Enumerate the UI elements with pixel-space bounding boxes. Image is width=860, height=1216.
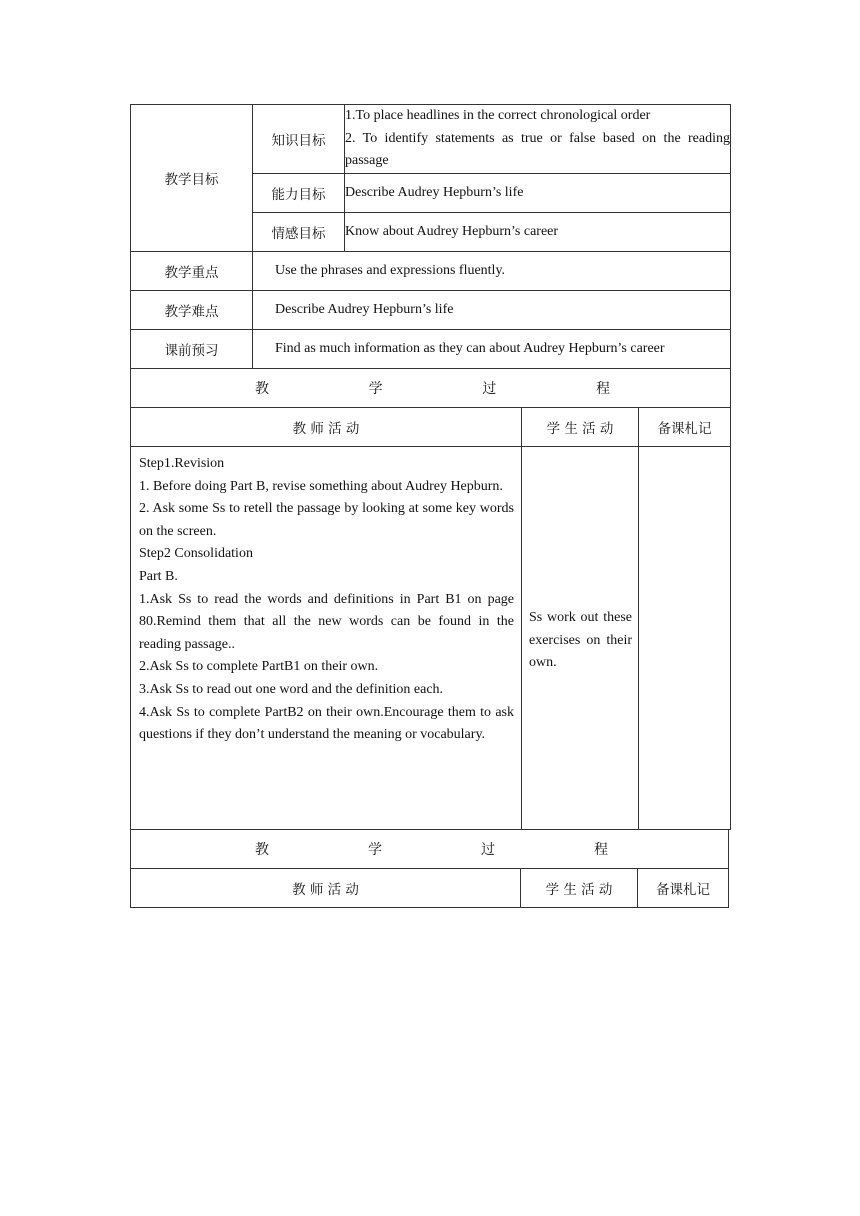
teacher-activity-header: 教 师 活 动 (131, 408, 522, 447)
preview-label: 课前预习 (131, 330, 253, 369)
emotion-objective-label: 情感目标 (253, 213, 345, 252)
student-activity-header-2: 学 生 活 动 (521, 869, 638, 908)
knowledge-objective-line-2: 2. To identify statements as true or false based on the reading passage (345, 130, 731, 169)
teacher-activity-header-2: 教 师 活 动 (131, 869, 521, 908)
key-points-label: 教学重点 (131, 252, 253, 291)
notes-header-2: 备课札记 (638, 869, 729, 908)
knowledge-objective-label: 知识目标 (253, 105, 345, 174)
teacher-step-line: 1. Before doing Part B, revise something about Audrey Hepburn. (139, 478, 503, 494)
difficulties-label: 教学难点 (131, 291, 253, 330)
teacher-step-line: 3.Ask Ss to read out one word and the definition each. (139, 681, 444, 697)
teacher-step-line: Step1.Revision (139, 456, 225, 471)
process-char-4: 程 (596, 381, 611, 397)
teacher-step-line: 2. Ask some Ss to retell the passage by looking at some key words on the screen. (139, 501, 514, 539)
objectives-label: 教学目标 (131, 105, 253, 252)
process-continuation-table (130, 829, 729, 908)
difficulties-text: Describe Audrey Hepburn’s life (253, 291, 731, 330)
process-header-2 (131, 830, 729, 869)
student-activity-text: Ss work out these exercises on their own. (529, 610, 632, 671)
student-activity-header: 学 生 活 动 (522, 408, 639, 447)
teacher-step-line: Part B. (139, 568, 178, 584)
emotion-objective-text: Know about Audrey Hepburn’s career (345, 213, 731, 252)
process-char-1: 教 (255, 842, 269, 858)
teacher-step-line: 4.Ask Ss to complete PartB2 on their own.Encourage them to ask questions if they don’t understand the meaning or vocabulary. (139, 704, 514, 743)
knowledge-objective-line-1: 1.To place headlines in the correct chronological order (345, 108, 651, 124)
teacher-step-line: 2.Ask Ss to complete PartB1 on their own. (139, 659, 379, 675)
teacher-step-line: 1.Ask Ss to read the words and definitions in Part B1 on page 80.Remind them that all the new words can be found in the reading passage.. (139, 591, 514, 652)
preview-text: Find as much information as they can about Audrey Hepburn’s career (253, 330, 731, 369)
ability-objective-label: 能力目标 (253, 174, 345, 213)
process-char-2: 学 (368, 842, 382, 858)
notes-header: 备课札记 (639, 408, 731, 447)
process-char-3: 过 (482, 381, 497, 397)
lesson-plan-table (130, 104, 731, 830)
notes-content (639, 447, 731, 830)
process-char-4: 程 (594, 842, 608, 858)
process-char-3: 过 (481, 842, 495, 858)
knowledge-objective-text (345, 105, 731, 174)
student-activity-content (522, 447, 639, 830)
key-points-text: Use the phrases and expressions fluently. (253, 252, 731, 291)
ability-objective-text: Describe Audrey Hepburn’s life (345, 174, 731, 213)
process-char-1: 教 (255, 381, 269, 397)
process-char-2: 学 (368, 381, 383, 397)
process-header (131, 369, 731, 408)
teacher-activity-content (131, 447, 522, 830)
teacher-step-line: Step2 Consolidation (139, 546, 253, 562)
